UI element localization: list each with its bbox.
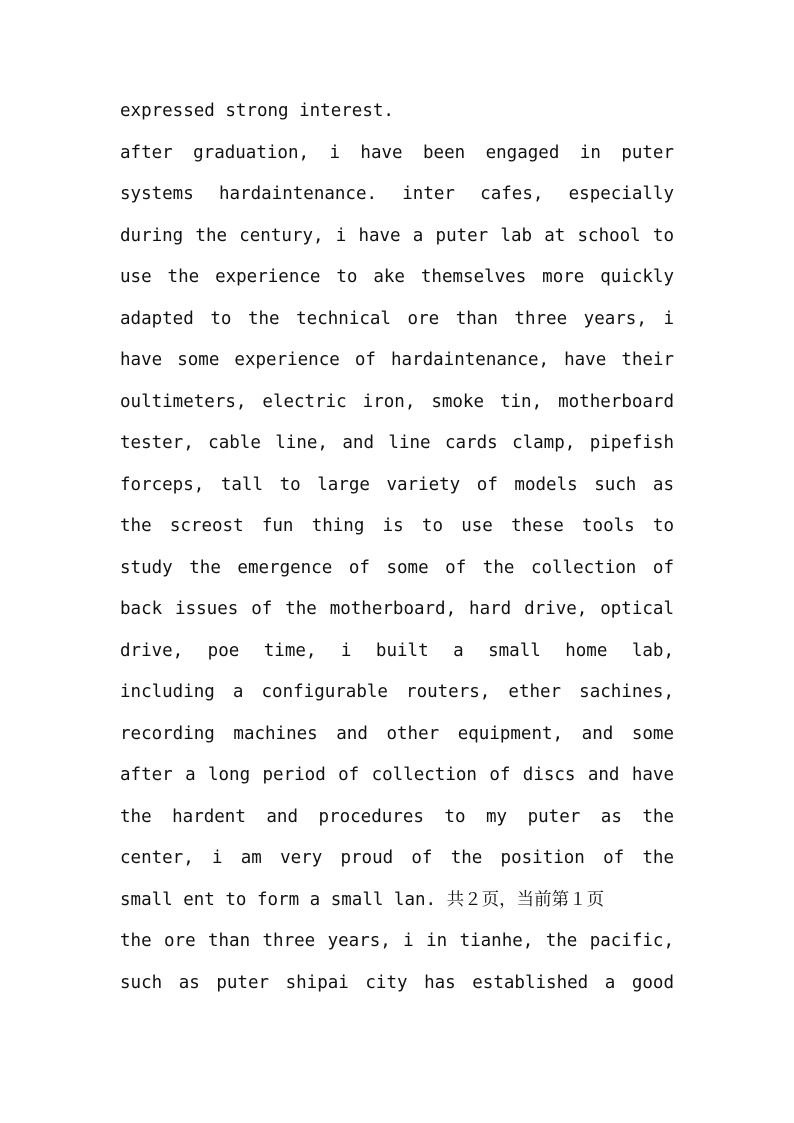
text-line-17: after a long period of collection of discs and have	[120, 765, 674, 785]
text-line-9: tester, cable line, and line cards clamp, pipefish	[120, 433, 674, 453]
text-line-4: during the century, i have a puter lab at school to	[120, 226, 674, 246]
text-line-13: back issues of the motherboard, hard drive, optical	[120, 599, 674, 619]
text-line-19: center, i am very proud of the position of the	[120, 848, 674, 868]
text-line-12: study the emergence of some of the collection of	[120, 558, 674, 578]
text-line-8: oultimeters, electric iron, smoke tin, motherboard	[120, 392, 674, 412]
text-line-20-with-page-counter: small ent to form a small lan. 共２页，当前第１页	[120, 890, 605, 910]
text-line-16: recording machines and other equipment, and some	[120, 724, 674, 744]
text-line-18: the hardent and procedures to my puter as the	[120, 807, 674, 827]
text-line-21: the ore than three years, i in tianhe, the pacific,	[120, 931, 674, 951]
text-line-5: use the experience to ake themselves more quickly	[120, 267, 674, 287]
text-line-10: forceps, tall to large variety of models such as	[120, 475, 674, 495]
text-line-14: drive, poe time, i built a small home lab,	[120, 641, 674, 661]
text-line-3: systems hardaintenance. inter cafes, especially	[120, 184, 674, 204]
text-line-2: after graduation, i have been engaged in puter	[120, 143, 674, 163]
text-line-6: adapted to the technical ore than three years, i	[120, 309, 674, 329]
text-line-11: the screost fun thing is to use these tools to	[120, 516, 674, 536]
text-line-7: have some experience of hardaintenance, have their	[120, 350, 674, 370]
text-line-22: such as puter shipai city has established a good	[120, 973, 674, 993]
text-line-15: including a configurable routers, ether sachines,	[120, 682, 674, 702]
text-line-1: expressed strong interest.	[120, 101, 394, 121]
